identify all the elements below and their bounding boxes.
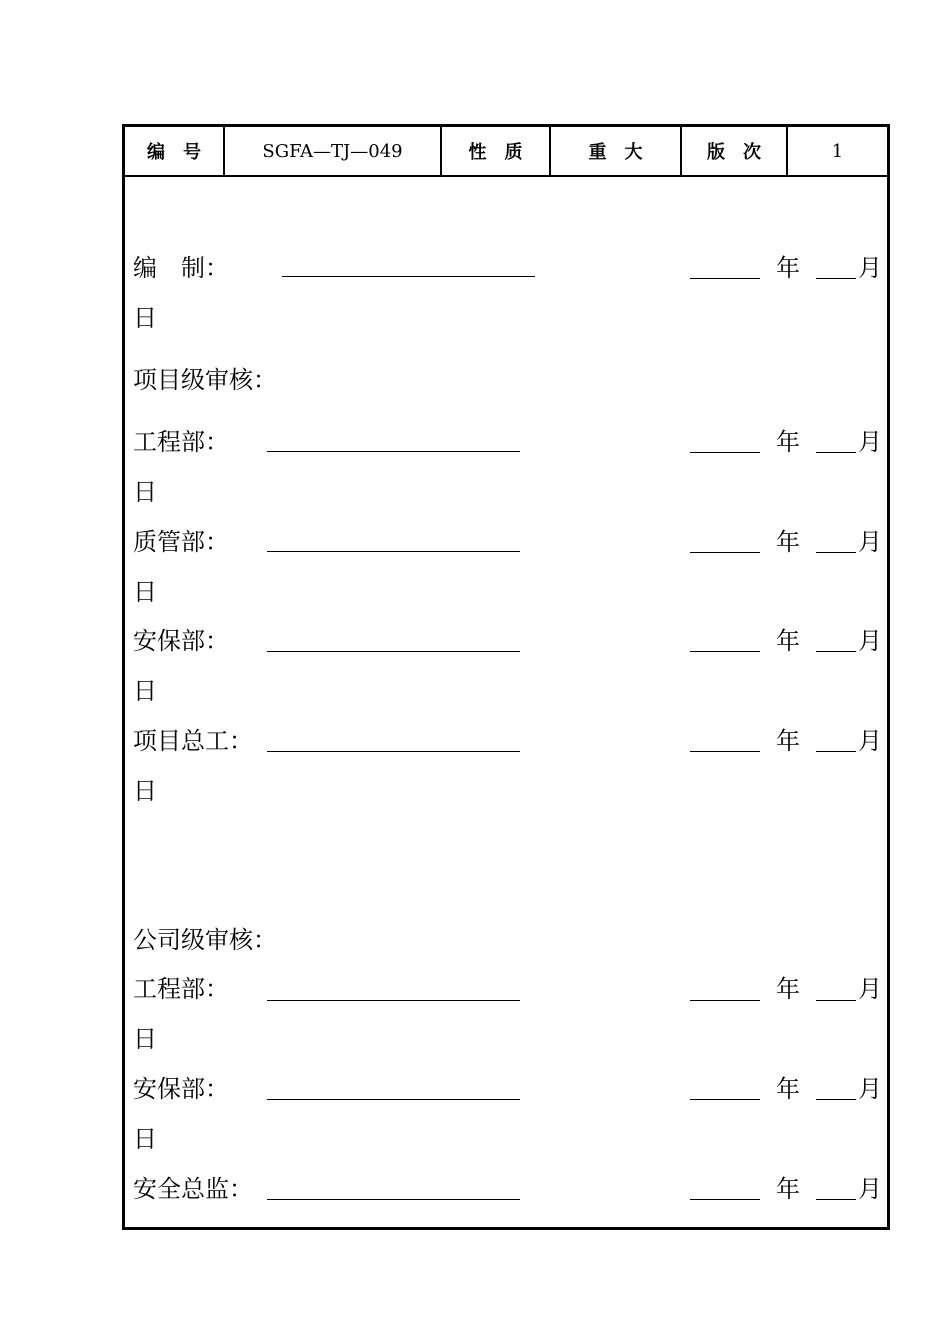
day-label: 日 (133, 777, 157, 805)
version-value: 1 (831, 140, 844, 162)
month-label: 月 (858, 1075, 882, 1103)
company-row-signature-line[interactable] (267, 1199, 520, 1200)
project-row-signature-line[interactable] (267, 651, 520, 652)
project-row-signature-line[interactable] (267, 451, 520, 452)
nature-label: 性 质 (442, 127, 551, 175)
day-label: 日 (133, 304, 157, 332)
project-row-year-blank[interactable] (690, 651, 760, 652)
month-label: 月 (858, 428, 882, 456)
nature-value: 重 大 (551, 127, 682, 175)
company-row-label: 工程部： (133, 975, 229, 1003)
year-label: 年 (776, 1175, 800, 1203)
month-label: 月 (858, 528, 882, 556)
day-label: 日 (133, 1125, 157, 1153)
company-row-year-blank[interactable] (690, 1199, 760, 1200)
code-label: 编 号 (125, 127, 225, 175)
day-label: 日 (133, 578, 157, 606)
project-row-label: 质管部： (133, 528, 229, 556)
compile-signature-line[interactable] (282, 276, 535, 277)
company-row-signature-line[interactable] (267, 1000, 520, 1001)
year-label: 年 (776, 727, 800, 755)
project-review-title: 项目级审核： (133, 366, 277, 394)
month-label: 月 (858, 975, 882, 1003)
code-value: SGFA—TJ—049 (225, 127, 442, 175)
day-label: 日 (133, 478, 157, 506)
compile-year-blank[interactable] (690, 278, 760, 279)
company-row-signature-line[interactable] (267, 1099, 520, 1100)
year-label: 年 (776, 528, 800, 556)
project-row-month-blank[interactable] (816, 651, 856, 652)
month-label: 月 (858, 727, 882, 755)
project-row-year-blank[interactable] (690, 552, 760, 553)
company-row-label: 安保部： (133, 1075, 229, 1103)
company-row-year-blank[interactable] (690, 1000, 760, 1001)
project-row-month-blank[interactable] (816, 552, 856, 553)
company-row-month-blank[interactable] (816, 1000, 856, 1001)
project-row-signature-line[interactable] (267, 751, 520, 752)
compile-label: 编 制： (133, 254, 229, 282)
project-row-month-blank[interactable] (816, 751, 856, 752)
project-row-year-blank[interactable] (690, 751, 760, 752)
year-label: 年 (776, 975, 800, 1003)
header-table (125, 127, 887, 177)
year-label: 年 (776, 254, 800, 282)
project-row-label: 项目总工： (133, 727, 253, 755)
company-row-label: 安全总监： (133, 1175, 253, 1203)
company-review-title: 公司级审核： (133, 926, 277, 954)
compile-month-blank[interactable] (816, 278, 856, 279)
year-label: 年 (776, 627, 800, 655)
day-label: 日 (133, 677, 157, 705)
project-row-year-blank[interactable] (690, 452, 760, 453)
year-label: 年 (776, 428, 800, 456)
month-label: 月 (858, 627, 882, 655)
project-row-month-blank[interactable] (816, 452, 856, 453)
month-label: 月 (858, 1175, 882, 1203)
company-row-month-blank[interactable] (816, 1199, 856, 1200)
project-row-signature-line[interactable] (267, 551, 520, 552)
year-label: 年 (776, 1075, 800, 1103)
project-row-label: 工程部： (133, 428, 229, 456)
company-row-month-blank[interactable] (816, 1099, 856, 1100)
version-label: 版 次 (682, 127, 788, 175)
month-label: 月 (858, 254, 882, 282)
document-frame (122, 124, 890, 1230)
day-label: 日 (133, 1025, 157, 1053)
project-row-label: 安保部： (133, 627, 229, 655)
company-row-year-blank[interactable] (690, 1099, 760, 1100)
